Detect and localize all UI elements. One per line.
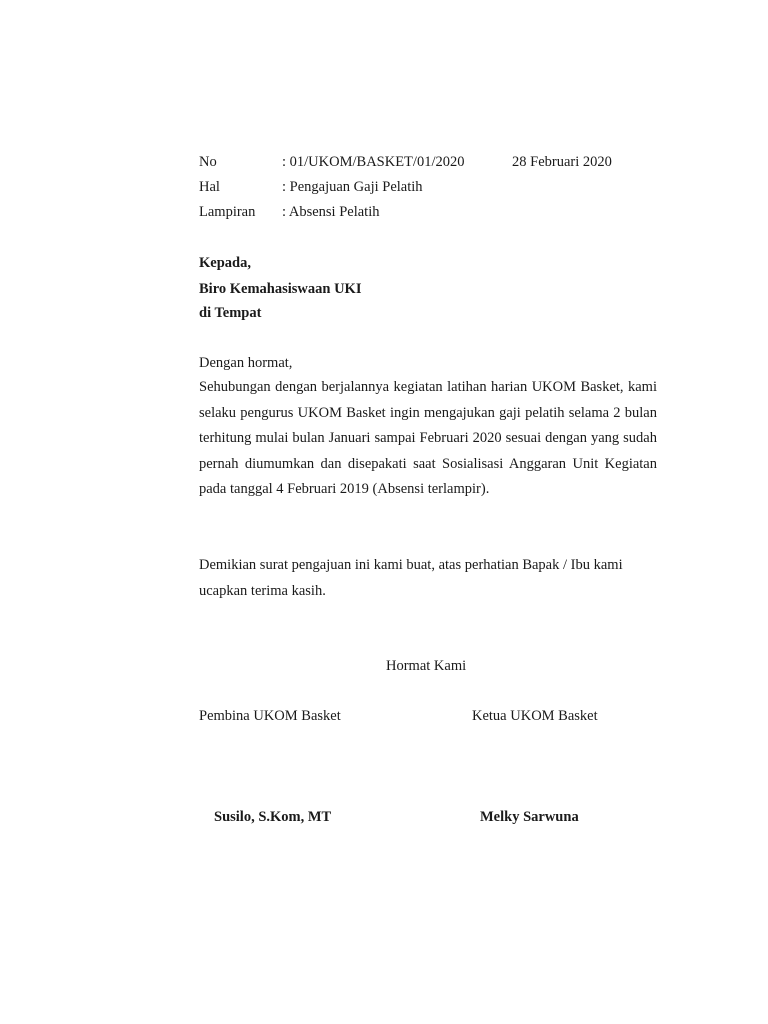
- recipient-line-1: Kepada,: [199, 255, 251, 271]
- meta-row-hal: [199, 177, 629, 197]
- meta-row-lampiran: [199, 202, 629, 222]
- recipient-line-3: di Tempat: [199, 305, 262, 321]
- lampiran-value: : Absensi Pelatih: [282, 204, 380, 220]
- no-label: No: [199, 154, 217, 170]
- right-signer-role: Ketua UKOM Basket: [472, 708, 598, 724]
- letter-date: 28 Februari 2020: [512, 154, 612, 170]
- hal-value: : Pengajuan Gaji Pelatih: [282, 179, 423, 195]
- right-signer-name: Melky Sarwuna: [480, 809, 579, 825]
- closing-paragraph: Demikian surat pengajuan ini kami buat, atas perhatian Bapak / Ibu kami ucapkan terima kasih.: [199, 557, 623, 599]
- left-signer-name: Susilo, S.Kom, MT: [214, 809, 332, 825]
- salutation: Hormat Kami: [386, 658, 467, 674]
- hal-label: Hal: [199, 179, 220, 195]
- meta-row-no: [199, 152, 629, 172]
- left-signer-role: Pembina UKOM Basket: [199, 708, 341, 724]
- greeting: Dengan hormat,: [199, 355, 293, 371]
- lampiran-label: Lampiran: [199, 204, 256, 220]
- recipient-line-2: Biro Kemahasiswaan UKI: [199, 281, 362, 297]
- no-value: : 01/UKOM/BASKET/01/2020: [282, 154, 465, 170]
- body-paragraph: Sehubungan dengan berjalannya kegiatan latihan harian UKOM Basket, kami selaku pengurus UKOM Basket ingin mengajukan gaji pelatih selama 2 bulan terhitung mulai bulan Januari sampai Februari 2020 sesuai dengan yang sudah pernah diumumkan dan disepakati saat Sosialisasi Anggaran Unit Kegiatan pada tanggal 4 Februari 2019 (Absensi terlampir).: [199, 379, 657, 497]
